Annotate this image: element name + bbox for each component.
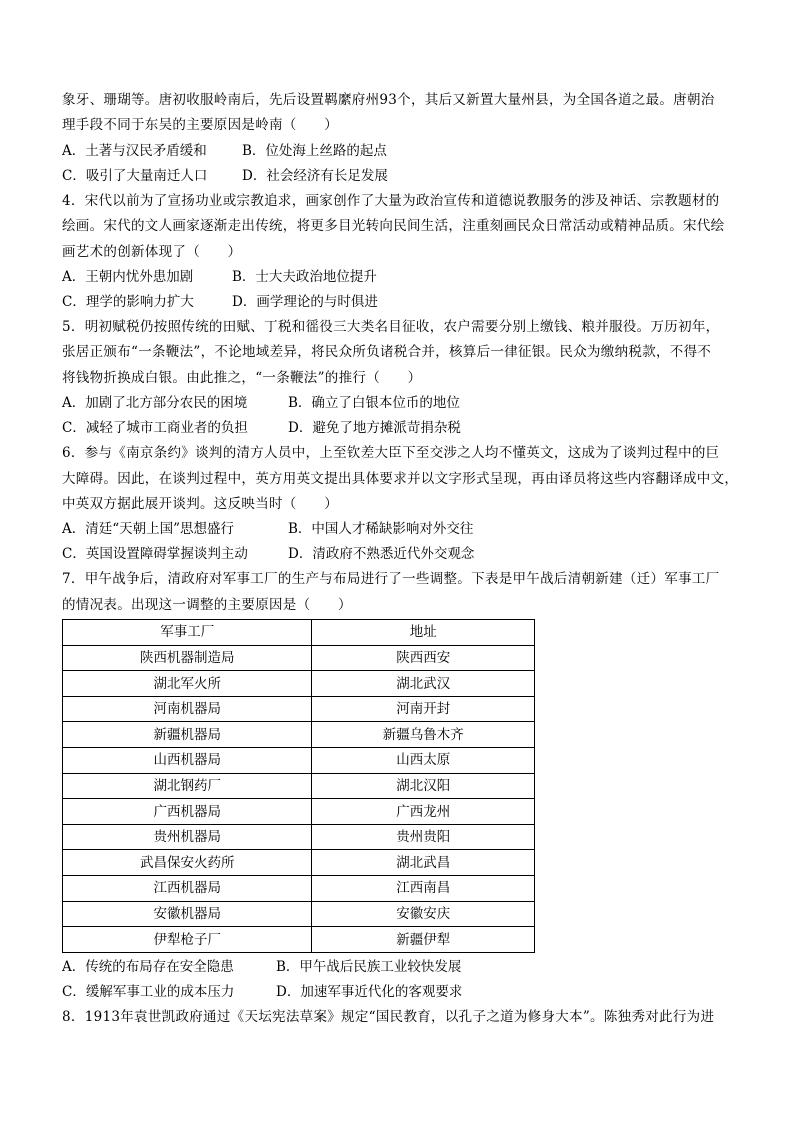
address-cell: 新疆乌鲁木齐: [312, 722, 535, 748]
factory-cell: 陕西机器制造局: [63, 645, 312, 671]
question-6-options-row-1: [62, 517, 734, 542]
option-d: D．加速军事近代化的客观要求: [276, 983, 463, 1000]
question-6-line-1: 6．参与《南京条约》谈判的清方人员中，上至钦差大臣下至交涉之人均不懂英文，这成为了谈判过程中的巨: [62, 445, 720, 462]
address-cell: 河南开封: [312, 696, 535, 722]
question-5-options-row-1: [62, 391, 734, 416]
option-a: A．王朝内忧外患加剧: [62, 268, 194, 285]
question-8-line-1: 8．1913年袁世凯政府通过《天坛宪法草案》规定“国民教育，以孔子之道为修身大本”。陈独秀对此行为进: [62, 1008, 715, 1025]
question-5-options-row-2: [62, 416, 734, 441]
question-6-line-2: 大障碍。因此，在谈判过程中，英方用英文提出具体要求并以文字形式呈现，再由译员将这些内容翻译成中文，: [62, 470, 739, 487]
question-8: [62, 1005, 734, 1030]
question-3-options-row-1: [62, 139, 734, 164]
military-factory-table: [62, 619, 535, 953]
question-7: [62, 567, 734, 1005]
address-cell: 山西太原: [312, 748, 535, 774]
table-row: [63, 671, 535, 697]
table-row: [63, 645, 535, 671]
address-cell: 陕西西安: [312, 645, 535, 671]
table-row: [63, 773, 535, 799]
exam-page: [62, 88, 739, 1030]
question-6-line-3: 中英双方据此展开谈判。这反映当时（ ）: [62, 495, 338, 512]
table-row: [63, 850, 535, 876]
factory-cell: 新疆机器局: [63, 722, 312, 748]
address-cell: 新疆伊犁: [312, 927, 535, 953]
option-b: B．士大夫政治地位提升: [232, 268, 377, 285]
factory-cell: 河南机器局: [63, 696, 312, 722]
table-row: [63, 748, 535, 774]
option-d: D．避免了地方摊派苛捐杂税: [288, 420, 461, 437]
question-4-line-2: 绘画。宋代的文人画家逐渐走出传统，将更多目光转向民间生活，注重刻画民众日常活动或精神品质。宋代绘: [62, 218, 725, 235]
option-c: C．英国设置障碍掌握谈判主动: [62, 546, 248, 563]
option-d: D．画学理论的与时俱进: [232, 293, 378, 310]
question-4: [62, 189, 734, 315]
question-5-line-3: 将钱物折换成白银。由此推之，“一条鞭法”的推行（ ）: [62, 369, 422, 386]
address-cell: 安徽安庆: [312, 901, 535, 927]
option-b: B．中国人才稀缺影响对外交往: [288, 521, 474, 538]
address-cell: 湖北武昌: [312, 850, 535, 876]
question-7-options-row-1: [62, 955, 734, 980]
address-cell: 江西南昌: [312, 876, 535, 902]
factory-cell: 武昌保安火药所: [63, 850, 312, 876]
question-3-options-row-2: [62, 164, 734, 189]
option-c: C．缓解军事工业的成本压力: [62, 983, 235, 1000]
factory-cell: 贵州机器局: [63, 824, 312, 850]
option-c: C．减轻了城市工商业者的负担: [62, 420, 248, 437]
question-3-line-2: 理手段不同于东吴的主要原因是岭南（ ）: [62, 117, 338, 134]
question-5-line-2: 张居正颁布“一条鞭法”，不论地域差异，将民众所负诸税合并，核算后一律征银。民众为缴纳税款，不得不: [62, 344, 712, 361]
table-row: [63, 927, 535, 953]
question-6: [62, 441, 739, 567]
question-7-line-2: 的情况表。出现这一调整的主要原因是（ ）: [62, 596, 352, 613]
factory-cell: 安徽机器局: [63, 901, 312, 927]
question-3-line-1: 象牙、珊瑚等。唐初收服岭南后，先后设置羁縻府州93个，其后又新置大量州县，为全国各道之最。唐朝治: [62, 92, 715, 108]
address-cell: 广西龙州: [312, 799, 535, 825]
table-header-row: [63, 620, 535, 646]
question-4-options-row-2: [62, 290, 734, 315]
question-5: [62, 315, 734, 441]
table-row: [63, 876, 535, 902]
column-header-factory: 军事工厂: [63, 620, 312, 646]
option-a: A．加剧了北方部分农民的困境: [62, 395, 248, 412]
factory-cell: 江西机器局: [63, 876, 312, 902]
option-c: C．吸引了大量南迁人口: [62, 167, 208, 184]
table-row: [63, 696, 535, 722]
table-row: [63, 901, 535, 927]
option-a: A．土著与汉民矛盾缓和: [62, 142, 207, 159]
factory-cell: 湖北军火所: [63, 671, 312, 697]
option-b: B．甲午战后民族工业较快发展: [276, 958, 462, 975]
factory-cell: 山西机器局: [63, 748, 312, 774]
factory-cell: 湖北钢药厂: [63, 773, 312, 799]
question-4-options-row-1: [62, 265, 734, 290]
question-7-line-1: 7．甲午战争后，清政府对军事工厂的生产与布局进行了一些调整。下表是甲午战后清朝新建（迁）军事工厂: [62, 571, 720, 588]
option-d: D．清政府不熟悉近代外交观念: [288, 546, 475, 563]
question-6-options-row-2: [62, 542, 734, 567]
address-cell: 湖北汉阳: [312, 773, 535, 799]
table-row: [63, 722, 535, 748]
option-a: A．清廷“天朝上国”思想盛行: [62, 521, 235, 538]
option-b: B．位处海上丝路的起点: [242, 142, 387, 159]
factory-cell: 广西机器局: [63, 799, 312, 825]
question-7-options-row-2: [62, 980, 734, 1005]
address-cell: 湖北武汉: [312, 671, 535, 697]
question-4-line-1: 4．宋代以前为了宣扬功业或宗教追求，画家创作了大量为政治宣传和道德说教服务的涉及神话、宗教题材的: [62, 192, 720, 209]
question-3: [62, 88, 734, 189]
option-c: C．理学的影响力扩大: [62, 293, 194, 310]
factory-cell: 伊犁枪子厂: [63, 927, 312, 953]
option-a: A．传统的布局存在安全隐患: [62, 958, 234, 975]
question-4-line-3: 画艺术的创新体现了（ ）: [62, 243, 242, 260]
option-d: D．社会经济有长足发展: [242, 167, 388, 184]
table-row: [63, 799, 535, 825]
option-b: B．确立了白银本位币的地位: [288, 395, 460, 412]
table-row: [63, 824, 535, 850]
column-header-address: 地址: [312, 620, 535, 646]
address-cell: 贵州贵阳: [312, 824, 535, 850]
question-5-line-1: 5．明初赋税仍按照传统的田赋、丁税和徭役三大类名目征收，农户需要分别上缴钱、粮并服役。万历初年，: [62, 318, 720, 335]
